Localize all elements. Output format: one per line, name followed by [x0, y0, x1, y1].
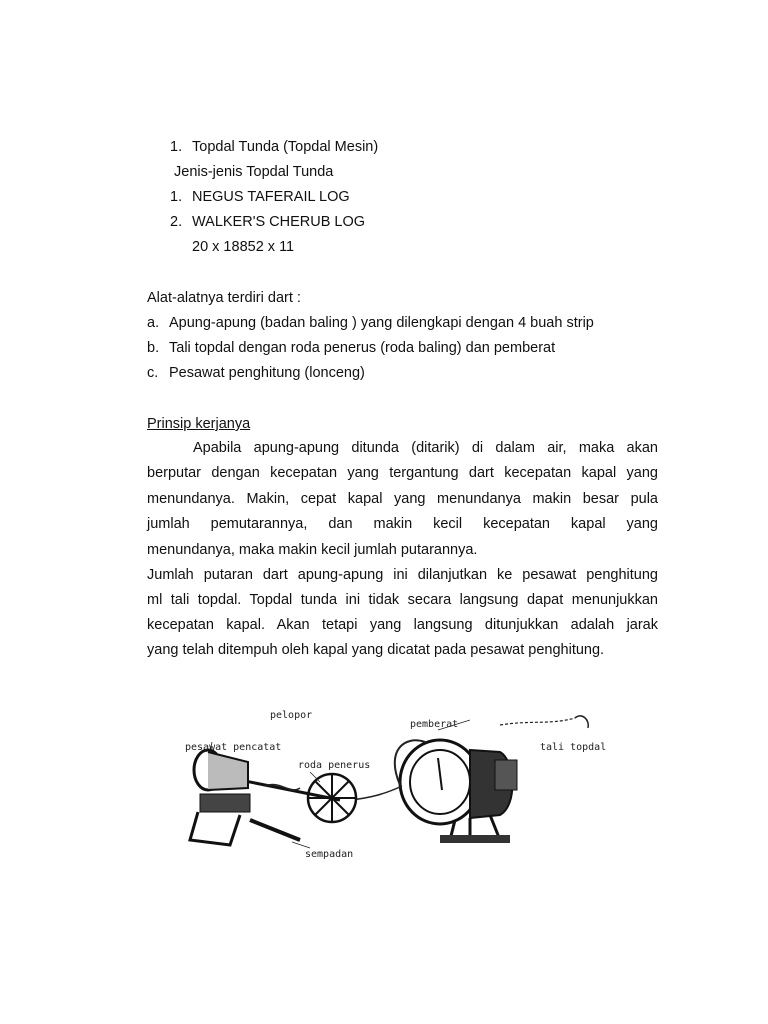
towing-line: [500, 718, 575, 725]
list-item-text: Apung-apung (badan baling ) yang dilengkapi dengan 4 buah strip: [169, 315, 594, 331]
line-hook: [575, 716, 588, 728]
list-item-walker: [170, 213, 365, 231]
paragraph-line: Apabila apung-apung ditunda (ditarik) di dalam air, maka akan: [193, 440, 658, 456]
list-letter: b.: [147, 340, 160, 356]
list-item-text: WALKER'S CHERUB LOG: [192, 214, 366, 230]
list-item-text: NEGUS TAFERAIL LOG: [192, 189, 350, 205]
recorder-clamp: [200, 794, 250, 812]
principle-heading: Prinsip kerjanya: [147, 416, 251, 432]
list-item-text: Pesawat penghitung (lonceng): [169, 365, 365, 381]
pointer-line: [292, 842, 310, 848]
paragraph-line: yang telah ditempuh oleh kapal yang dicatat pada pesawat penghitung.: [147, 642, 605, 658]
recorder-body: [208, 752, 248, 790]
label-pesawat-pencatat: pesawat pencatat: [185, 742, 282, 753]
label-roda-penerus: roda penerus: [298, 760, 371, 771]
list-item-text: Tali topdal dengan roda penerus (roda baling) dan pemberat: [169, 340, 556, 356]
list-item-topdal-tunda: [170, 138, 378, 156]
paragraph-line: menundanya. Makin, cepat kapal yang menundanya makin besar pula: [147, 491, 658, 507]
parts-item-b: [147, 339, 555, 357]
parts-item-a: [147, 314, 594, 332]
list-number: 2.: [170, 214, 183, 230]
list-item-text: Topdal Tunda (Topdal Mesin): [192, 139, 379, 155]
linkage-line: [350, 786, 402, 800]
list-letter: a.: [147, 315, 160, 331]
list-note: 20 x 18852 x 11: [192, 239, 295, 255]
recorder-stand: [190, 812, 240, 845]
paragraph-line: kecepatan kapal. Akan tetapi yang langsung ditunjukkan adalah jarak: [147, 617, 658, 633]
parts-item-c: [147, 364, 365, 382]
paragraph-line: menundanya, maka makin kecil jumlah putarannya.: [147, 542, 478, 558]
topdal-diagram: [170, 690, 620, 865]
counter-base: [440, 835, 510, 843]
counter-cap: [495, 760, 517, 790]
recorder-lever: [250, 820, 300, 840]
list-letter: c.: [147, 365, 159, 381]
label-tali-topdal: tali topdal: [540, 742, 607, 753]
paragraph-line: ml tali topdal. Topdal tunda ini tidak secara langsung dapat menunjukkan: [147, 592, 658, 608]
list-number: 1.: [170, 139, 183, 155]
list-subtitle: Jenis-jenis Topdal Tunda: [174, 164, 334, 180]
label-pemberat: pemberat: [410, 719, 459, 730]
parts-heading: Alat-alatnya terdiri dart :: [147, 290, 301, 306]
label-sempadan: sempadan: [305, 849, 354, 860]
list-item-negus: [170, 188, 350, 206]
label-pelopor: pelopor: [270, 710, 313, 721]
paragraph-line: Jumlah putaran dart apung-apung ini dilanjutkan ke pesawat penghitung: [147, 567, 658, 583]
paragraph-line: berputar dengan kecepatan yang tergantung dart kecepatan kapal yang: [147, 465, 658, 481]
list-number: 1.: [170, 189, 183, 205]
paragraph-line: jumlah pemutarannya, dan makin kecil kecepatan kapal yang: [147, 516, 658, 532]
